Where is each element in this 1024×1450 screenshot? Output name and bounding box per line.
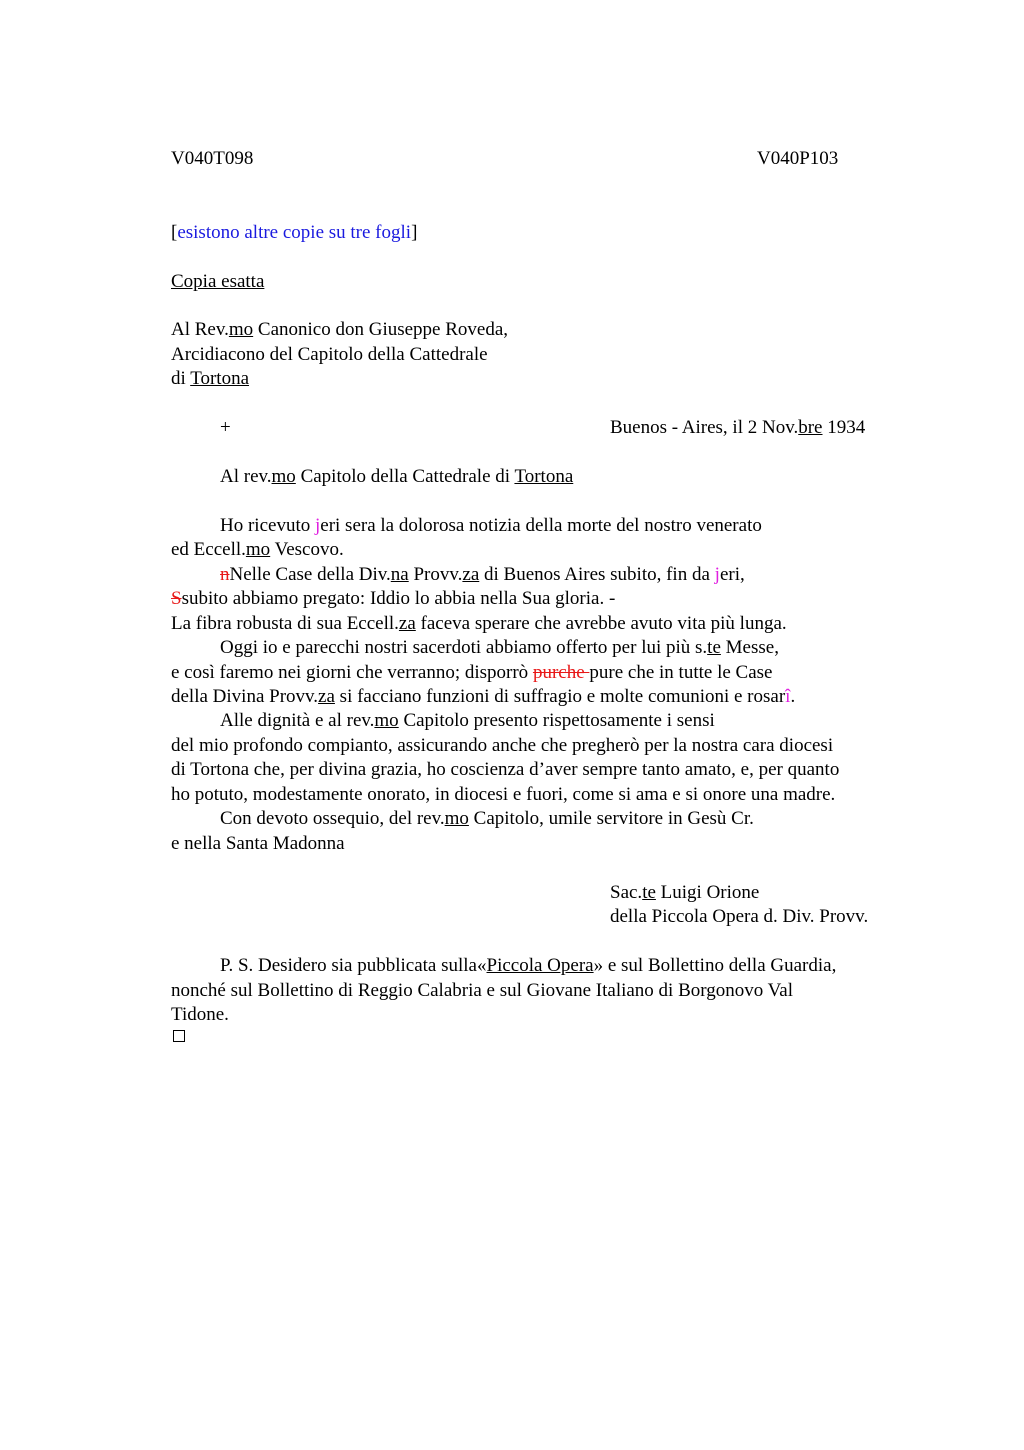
abbrev-superscript: na xyxy=(390,564,409,585)
text-run: della Divina Provv. xyxy=(171,686,319,707)
postscript-line: Tidone. xyxy=(171,1004,229,1025)
text-run: si facciano funzioni di suffragio e molte comunioni e rosar xyxy=(334,686,786,707)
text-run: P. S. Desidero sia pubblicata sulla« xyxy=(220,955,487,976)
highlighted-letter: j xyxy=(314,515,321,536)
abbrev-superscript: za xyxy=(462,564,480,585)
text-run: 1934 xyxy=(822,417,866,438)
text-run: Alle dignità e al rev. xyxy=(220,710,375,731)
city-name: Tortona xyxy=(190,368,250,389)
text-run: Canonico don Giuseppe Roveda, xyxy=(253,319,509,340)
postscript-line: nonché sul Bollettino di Reggio Calabria e sul Giovane Italiano di Borgonovo Val xyxy=(171,980,793,1001)
text-run: » e sul Bollettino della Guardia, xyxy=(593,955,837,976)
abbrev-superscript: za xyxy=(398,613,416,634)
abbrev-superscript: mo xyxy=(271,466,296,487)
text-run: Con devoto ossequio, del rev. xyxy=(220,808,445,829)
text-run: Provv. xyxy=(408,564,463,585)
abbrev-superscript: bre xyxy=(798,417,823,438)
body-line: e nella Santa Madonna xyxy=(171,833,345,854)
abbrev-superscript: mo xyxy=(228,319,254,340)
body-line xyxy=(171,587,615,611)
text-run: Messe, xyxy=(720,637,779,658)
text-run: faceva sperare che avrebbe avuto vita più lunga. xyxy=(415,613,787,634)
body-line: del mio profondo compianto, assicurando anche che pregherò per la nostra cara diocesi xyxy=(171,735,834,756)
body-line xyxy=(220,807,754,831)
body-line xyxy=(220,563,745,587)
city-name: Tortona xyxy=(514,466,574,487)
body-line xyxy=(171,685,795,709)
document-code-right: V040P103 xyxy=(757,148,839,169)
text-run: . xyxy=(790,686,796,707)
address-line-3 xyxy=(171,367,249,391)
text-run: Capitolo della Cattedrale di xyxy=(295,466,515,487)
body-line: ho potuto, modestamente onorato, in diocesi e fuori, come si ama e si onore una madre. xyxy=(171,784,836,805)
text-run: ed Eccell. xyxy=(171,539,246,560)
text-run: Buenos - Aires, il 2 Nov. xyxy=(610,417,799,438)
publication-name: Piccola Opera xyxy=(486,955,594,976)
text-run: e così faremo nei giorni che verranno; disporrò xyxy=(171,662,533,683)
deleted-text: n xyxy=(220,564,230,585)
document-code-left: V040T098 xyxy=(171,148,254,169)
text-run: Vescovo. xyxy=(270,539,344,560)
text-run: subito abbiamo pregato: Iddio lo abbia nella Sua gloria. - xyxy=(181,588,616,609)
highlighted-letter: j xyxy=(714,564,720,585)
editorial-note-text: esistono altre copie su tre fogli xyxy=(177,222,412,243)
body-line: di Tortona che, per divina grazia, ho coscienza d’aver sempre tanto amato, e, per quanto xyxy=(171,759,840,780)
text-run: Capitolo presento rispettosamente i sensi xyxy=(398,710,715,731)
text-run: Luigi Orione xyxy=(655,882,760,903)
body-line xyxy=(220,636,779,660)
signature-title: della Piccola Opera d. Div. Provv. xyxy=(610,906,869,927)
abbrev-superscript: mo xyxy=(245,539,271,560)
address-line-2: Arcidiacono del Capitolo della Cattedrale xyxy=(171,344,488,365)
text-run: Sac. xyxy=(610,882,643,903)
abbrev-superscript: te xyxy=(707,637,721,658)
postscript-line xyxy=(220,954,836,978)
text-run: di Buenos Aires subito, fin da xyxy=(479,564,715,585)
body-line xyxy=(220,709,715,733)
body-line xyxy=(220,514,762,538)
abbrev-superscript: za xyxy=(318,686,335,707)
abbrev-superscript: mo xyxy=(374,710,399,731)
text-run: Al Rev. xyxy=(171,319,229,340)
signature-name xyxy=(610,881,759,905)
deleted-text: purche xyxy=(532,662,590,683)
text-run: Ho ricevuto xyxy=(220,515,315,536)
bracket-close: ] xyxy=(411,222,418,243)
text-run: Capitolo, umile servitore in Gesù Cr. xyxy=(468,808,754,829)
copy-label: Copia esatta xyxy=(171,271,265,292)
body-line xyxy=(171,661,772,685)
text-run: eri, xyxy=(719,564,745,585)
salutation xyxy=(220,465,573,489)
highlighted-letter: î xyxy=(785,686,791,707)
address-line-1 xyxy=(171,318,508,342)
deleted-text: S xyxy=(171,588,182,609)
editorial-note xyxy=(171,221,417,245)
text-run: eri sera la dolorosa notizia della morte del nostro venerato xyxy=(320,515,762,536)
text-run: Nelle Case della Div. xyxy=(229,564,391,585)
bracket-open: [ xyxy=(171,222,178,243)
text-run: pure che in tutte le Case xyxy=(589,662,773,683)
cross-symbol: + xyxy=(220,417,231,438)
text-run: Oggi io e parecchi nostri sacerdoti abbiamo offerto per lui più s. xyxy=(220,637,708,658)
text-run: La fibra robusta di sua Eccell. xyxy=(171,613,399,634)
body-line xyxy=(171,538,344,562)
letter-date xyxy=(610,416,865,440)
text-run: Al rev. xyxy=(220,466,272,487)
abbrev-superscript: te xyxy=(642,882,656,903)
end-marker-box xyxy=(173,1030,185,1042)
abbrev-superscript: mo xyxy=(444,808,469,829)
text-run: di xyxy=(171,368,191,389)
body-line xyxy=(171,612,787,636)
